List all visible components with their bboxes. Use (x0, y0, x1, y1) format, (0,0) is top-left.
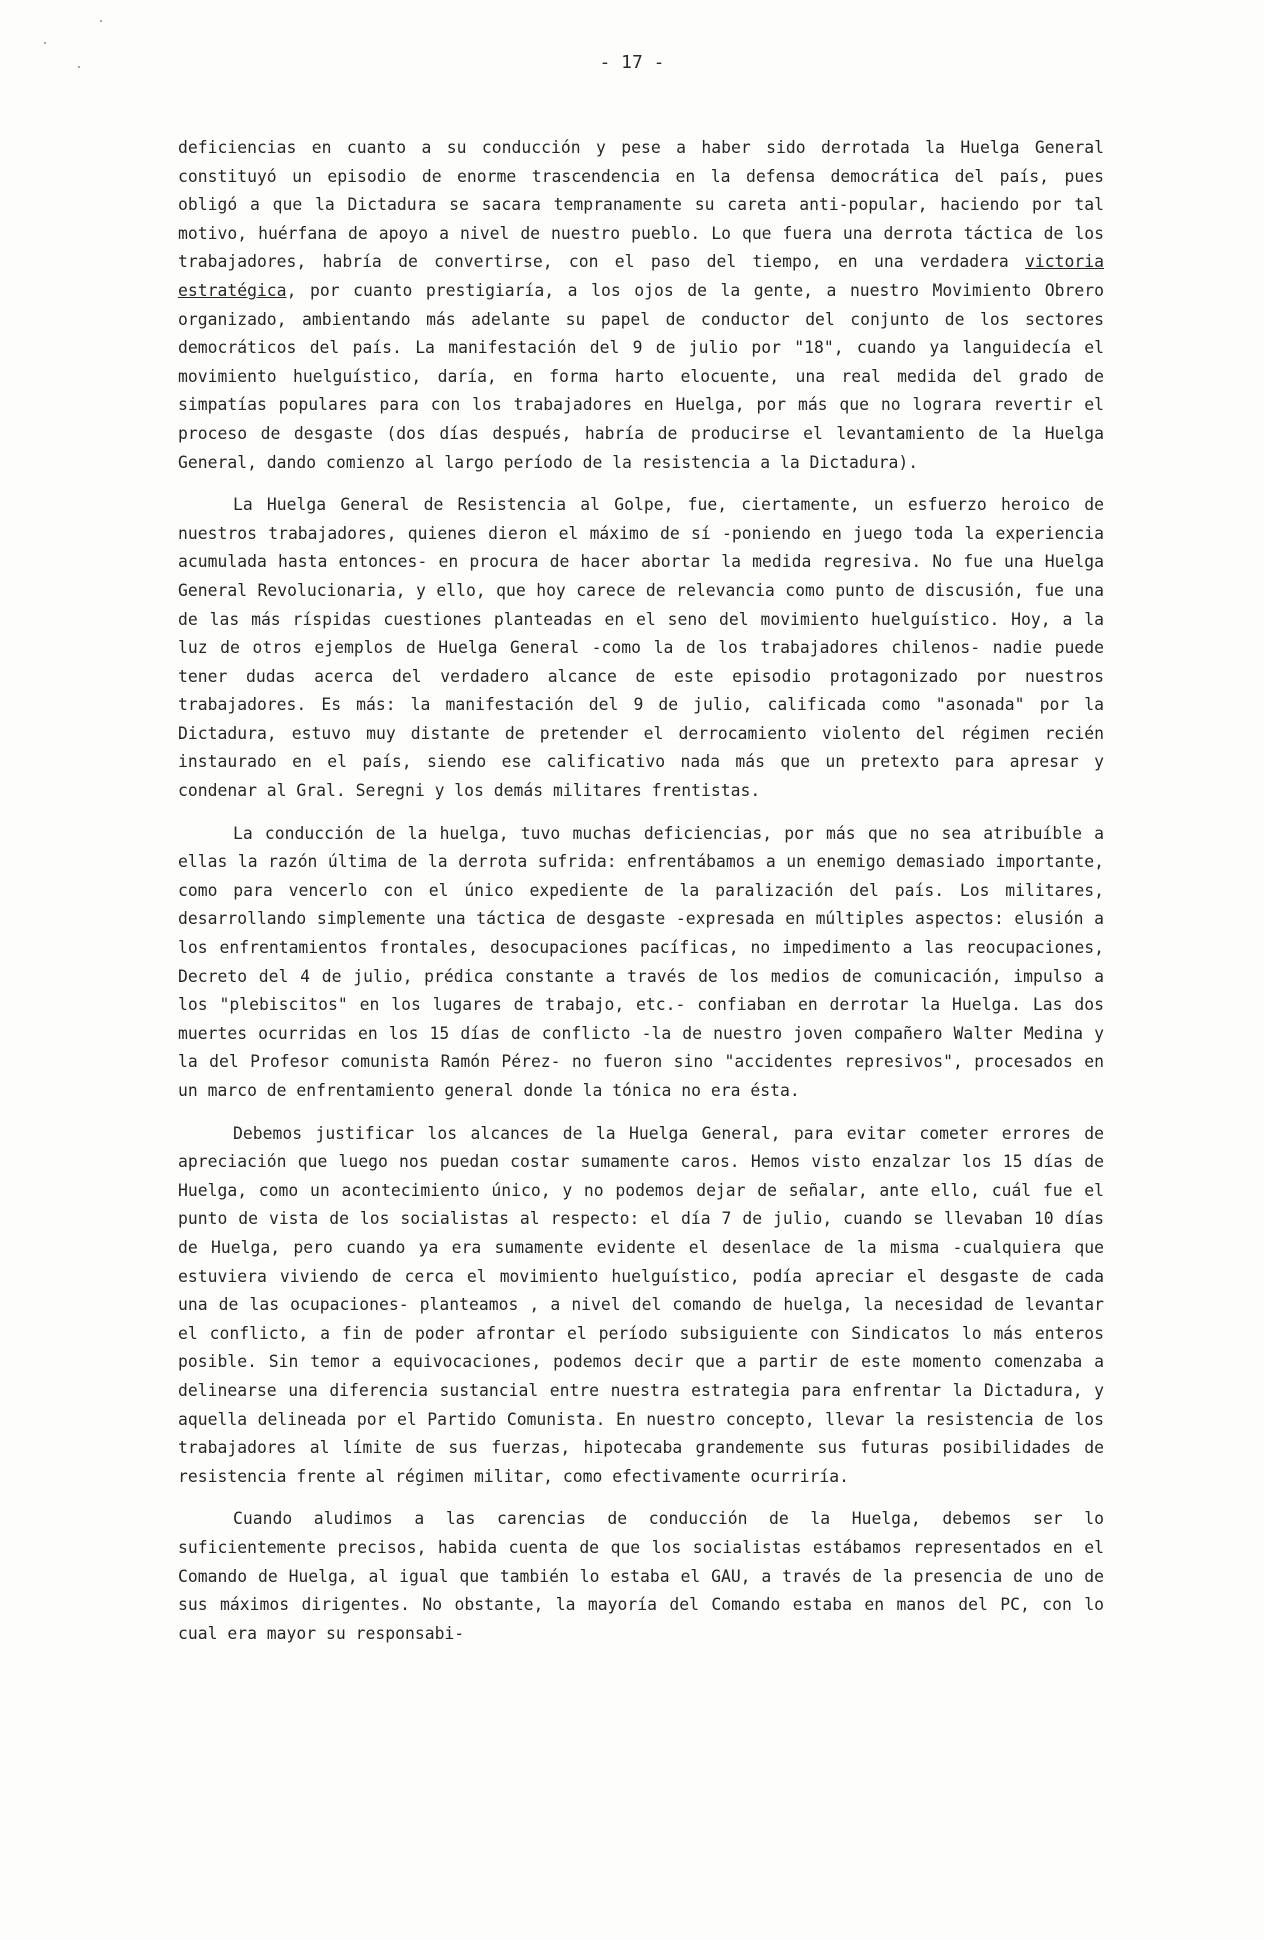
body-text (178, 134, 1104, 1662)
paragraph-2: La Huelga General de Resistencia al Golpe, fue, ciertamente, un esfuerzo heroico de nuestros trabajadores, quienes dieron el máximo de sí -poniendo en juego toda la experiencia acumulada hasta entonces- en procura de hacer abortar la medida regresiva. No fue una Huelga General Revolucionaria, y ello, que hoy carece de relevancia como punto de discusión, fue una de las más ríspidas cuestiones planteadas en el seno del movimiento huelguístico. Hoy, a la luz de otros ejemplos de Huelga General -como la de los trabajadores chilenos- nadie puede tener dudas acerca del verdadero alcance de este episodio protagonizado por nuestros trabajadores. Es más: la manifestación del 9 de julio, calificada como "asonada" por la Dictadura, estuvo muy distante de pretender el derrocamiento violento del régimen recién instaurado en el país, siendo ese calificativo nada más que un pretexto para apresar y condenar al Gral. Seregni y los demás militares frentistas. (178, 495, 1104, 801)
paragraph-1-continuation: , por cuanto prestigiaría, a los ojos de la gente, a nuestro Movimiento Obrero organizado, ambientando más adelante su papel de conductor del conjunto de los sectores democráticos del país. La manifestación del 9 de julio por "18", cuando ya languidecía el movimiento huelguístico, daría, en forma harto elocuente, una real medida del grado de simpatías populares para con los trabajadores en Huelga, por más que no lograra revertir el proceso de desgaste (dos días después, habría de producirse el levantamiento de la Huelga General, dando comienzo al largo período de la resistencia a la Dictadura). (178, 280, 1104, 472)
scan-speck (44, 42, 46, 44)
underlined-phrase: victoria estratégica (178, 252, 1104, 300)
paragraph-3: La conducción de la huelga, tuvo muchas deficiencias, por más que no sea atribuíble a ellas la razón última de la derrota sufrida: enfrentábamos a un enemigo demasiado importante, como para vencerlo con el único expediente de la paralización del país. Los militares, desarrollando simplemente una táctica de desgaste -expresada en múltiples aspectos: elusión a los enfrentamientos frontales, desocupaciones pacíficas, no impedimento a las reocupaciones, Decreto del 4 de julio, prédica constante a través de los medios de comunicación, impulso a los "plebiscitos" en los lugares de trabajo, etc.- confiaban en derrotar la Huelga. Las dos muertes ocurridas en los 15 días de conflicto -la de nuestro joven compañero Walter Medina y la del Profesor comunista Ramón Pérez- no fueron sino "accidentes represivos", procesados en un marco de enfrentamiento general donde la tónica no era ésta. (178, 823, 1104, 1100)
page-number: - 17 - (599, 52, 665, 73)
paragraph-1-text: deficiencias en cuanto a su conducción y pese a haber sido derrotada la Huelga General constituyó un episodio de enorme trascendencia en la defensa democrática del país, pues obligó a que la Dictadura se sacara tempranamente su careta anti-popular, haciendo por tal motivo, huérfana de apoyo a nivel de nuestro pueblo. Lo que fuera una derrota táctica de los trabajadores, habría de convertirse, con el paso del tiempo, en una verdadera (178, 138, 1104, 272)
scan-speck (100, 20, 102, 22)
paragraph-4: Debemos justificar los alcances de la Huelga General, para evitar cometer errores de apreciación que luego nos puedan costar sumamente caros. Hemos visto enzalzar los 15 días de Huelga, como un acontecimiento único, y no podemos dejar de señalar, ante ello, cuál fue el punto de vista de los socialistas al respecto: el día 7 de julio, cuando se llevaban 10 días de Huelga, pero cuando ya era sumamente evidente el desenlace de la misma -cualquiera que estuviera viviendo de cerca el movimiento huelguístico, podía apreciar el desgaste de cada una de las ocupaciones- planteamos , a nivel del comando de huelga, la necesidad de levantar el conflicto, a fin de poder afrontar el período subsiguiente con Sindicatos lo más enteros posible. Sin temor a equivocaciones, podemos decir que a partir de este momento comenzaba a delinearse una diferencia sustancial entre nuestra estrategia para enfrentar la Dictadura, y aquella delineada por el Partido Comunista. En nuestro concepto, llevar la resistencia de los trabajadores al límite de sus fuerzas, hipotecaba grandemente sus futuras posibilidades de resistencia frente al régimen militar, como efectivamente ocurriría. (178, 1123, 1104, 1486)
paragraph-1 (178, 134, 1104, 477)
paragraph-5: Cuando aludimos a las carencias de conducción de la Huelga, debemos ser lo suficientemente precisos, habida cuenta de que los socialistas estábamos representados en el Comando de Huelga, al igual que también lo estaba el GAU, a través de la presencia de uno de sus máximos dirigentes. No obstante, la mayoría del Comando estaba en manos del PC, con lo cual era mayor su responsabi- (178, 1509, 1104, 1643)
